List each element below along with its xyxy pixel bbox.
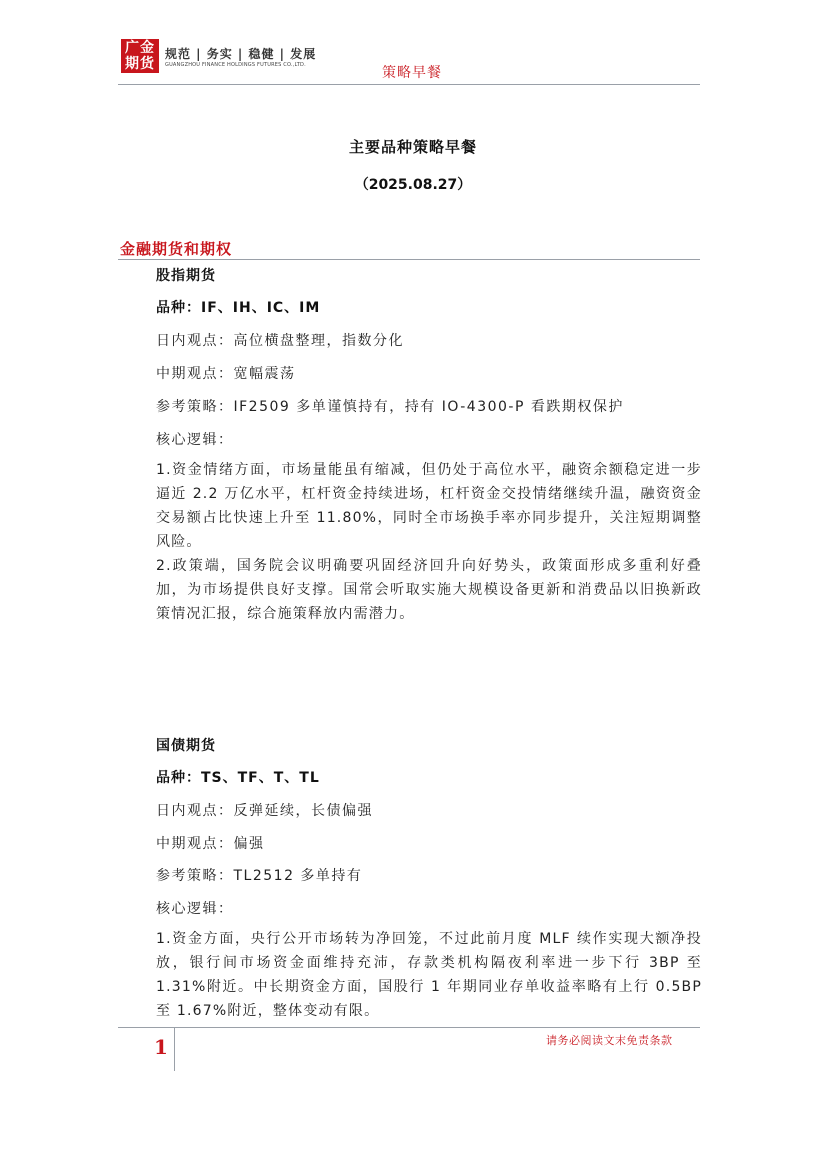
- section-divider: [118, 259, 700, 260]
- treasury-midterm-view: 中期观点：偏强: [156, 836, 265, 852]
- footer-divider: [118, 1027, 700, 1028]
- treasury-heading: 国债期货: [156, 738, 216, 754]
- stock-index-logic-paragraph-1: 1.资金情绪方面，市场量能虽有缩减，但仍处于高位水平，融资余额稳定进一步逼近 2.2 万亿水平，杠杆资金持续进场，杠杆资金交投情绪继续升温，融资资金交易额占比快速上升至 11.80%，同时全市场换手率亦同步提升，关注短期调整风险。: [156, 462, 702, 550]
- stock-index-midterm-view: 中期观点：宽幅震荡: [156, 366, 296, 382]
- footer-vertical-divider: [174, 1027, 175, 1071]
- header-divider: [118, 84, 700, 85]
- document-type-label: 策略早餐: [382, 65, 442, 81]
- treasury-variety: 品种：TS、TF、T、TL: [156, 770, 320, 786]
- disclaimer-notice: 请务必阅读文末免责条款: [546, 1034, 673, 1047]
- stock-index-logic-label: 核心逻辑：: [156, 432, 234, 448]
- treasury-strategy: 参考策略：TL2512 多单持有: [156, 868, 363, 884]
- logo-text-line2: 期货: [125, 56, 155, 72]
- company-logo: [121, 39, 159, 73]
- stock-index-logic-paragraph-2: 2.政策端，国务院会议明确要巩固经济回升向好势头，政策面形成多重利好叠加，为市场提供良好支撑。国常会听取实施大规模设备更新和消费品以旧换新政策情况汇报，综合施策释放内需潜力。: [156, 558, 702, 622]
- stock-index-heading: 股指期货: [156, 268, 216, 284]
- company-slogan: 规范 | 务实 | 稳健 | 发展: [165, 47, 317, 61]
- treasury-intraday-view: 日内观点：反弹延续，长债偏强: [156, 803, 373, 819]
- document-title: 主要品种策略早餐: [348, 138, 477, 156]
- company-english-name: GUANGZHOU FINANCE HOLDINGS FUTURES CO.,LTD.: [165, 62, 306, 68]
- document-date: （2025.08.27）: [354, 177, 472, 193]
- section-heading-financial-futures: 金融期货和期权: [120, 240, 233, 258]
- logo-text-line1: 广金: [125, 40, 155, 56]
- treasury-logic-paragraph-1: 1.资金方面，央行公开市场转为净回笼，不过此前月度 MLF 续作实现大额净投放，银行间市场资金面维持充沛，存款类机构隔夜利率进一步下行 3BP 至 1.31%附近。中长期资金方面，国股行 1 年期同业存单收益率略有上行 0.5BP 至 1.67%附近，整体变动有限。: [156, 931, 702, 1019]
- treasury-logic-label: 核心逻辑：: [156, 901, 234, 917]
- stock-index-intraday-view: 日内观点：高位横盘整理，指数分化: [156, 333, 404, 349]
- stock-index-variety: 品种：IF、IH、IC、IM: [156, 300, 321, 316]
- page-number: 1: [154, 1035, 168, 1059]
- stock-index-strategy: 参考策略：IF2509 多单谨慎持有，持有 IO-4300-P 看跌期权保护: [156, 399, 624, 415]
